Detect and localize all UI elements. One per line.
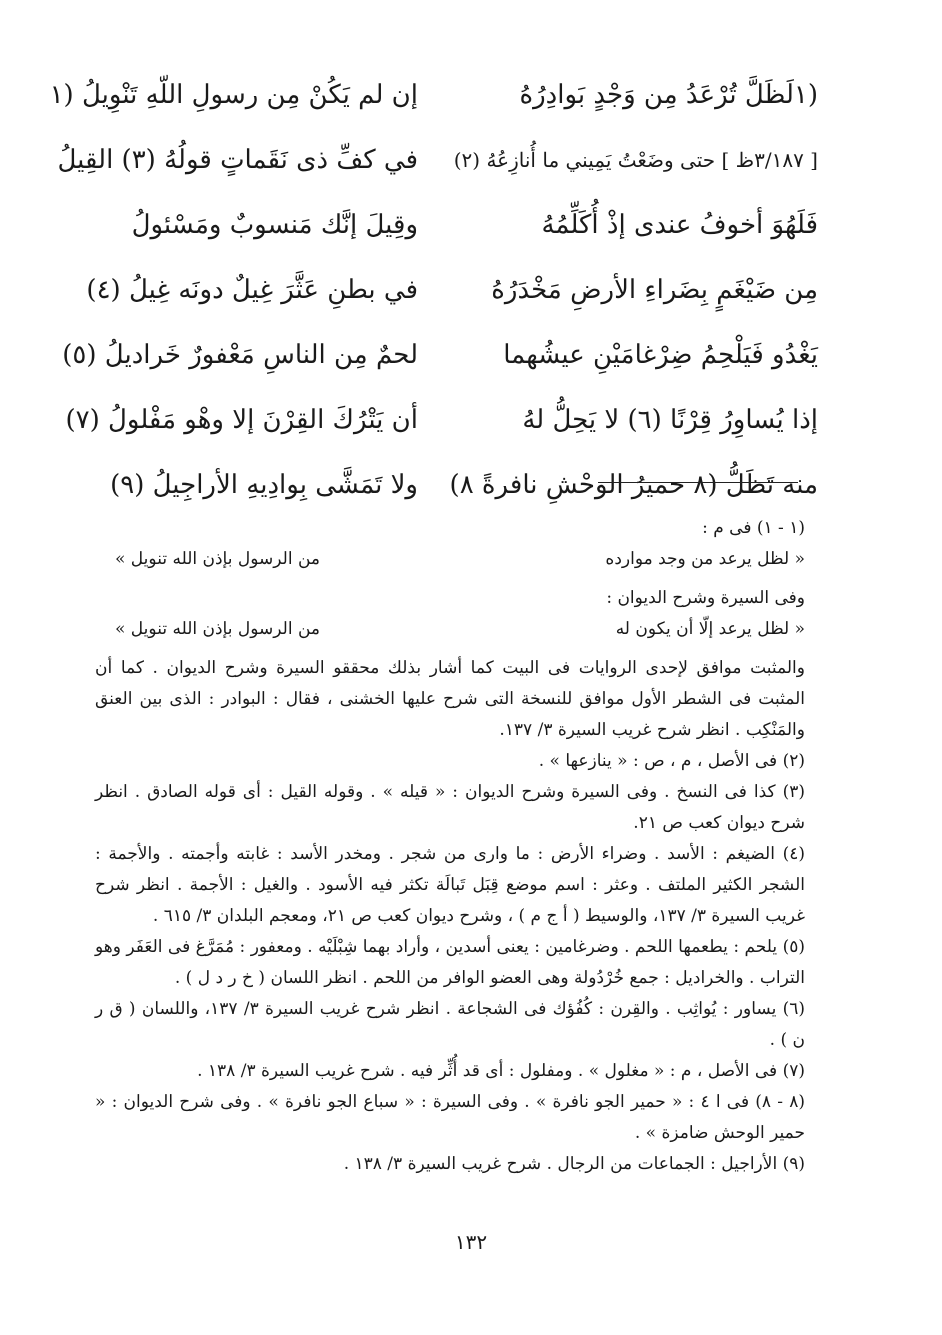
verse-first-hemistich: (١لَظَلَّ تُرْعَدُ مِن وَجْدٍ بَوادِرُهُ [519, 79, 818, 110]
verse-first-hemistich: منه تَظَلُّ (٨ حميرُ الوحْشِ نافرةً ٨) [449, 469, 818, 500]
footnote-7: (٧) فى الأصل ، م : « مغلول » . ومفلول : أى قد أُثِّر فيه . شرح غريب السيرة ٣/ ١٣٨ . [197, 1061, 805, 1081]
variant-second-hemistich: من الرسول بإذن الله تنويل » [115, 619, 320, 639]
footnote-1-variant-m [115, 544, 805, 575]
verse-second-hemistich: وقِيلَ إنَّك مَنسوبٌ ومَسْئولُ [131, 209, 418, 240]
verse-second-hemistich: ولا تَمَشَّى بِوادِيهِ الأراجِيلُ (٩) [110, 469, 418, 500]
footnote-1-heading: (١ - ١) فى م : [702, 518, 805, 538]
poem-verses [49, 62, 818, 517]
verse-first-hemistich: مِن ضَيْغَمٍ بِضَراءِ الأرضِ مَخْدَرُهُ [491, 274, 818, 305]
verse-second-hemistich: لحمٌ مِن الناسِ مَعْفورٌ خَراديلُ (٥) [62, 339, 418, 370]
verse-first-hemistich: فَلَهُوَ أخوفُ عندى إذْ أُكَلِّمُهُ [541, 209, 818, 240]
spacer [95, 645, 805, 653]
footnote-4: (٤) الضيغم : الأسد . وضراء الأرض : ما وارى من شجر . ومخدر الأسد : غابته وأجمته . والأجمة : الشجر الكثير الملتف . وعثر : اسم موضع قِبَل تَبالَة تكثر فيه الأسود . والغيل : الأجمة . انظر شرح غريب السيرة ٣/ ١٣٧، والوسيط ( أ ج م ) ، وشرح ديوان كعب ص ٢١، ومعجم البلدان ٣/ ٦١٥ . [95, 844, 805, 926]
verse-row [78, 257, 818, 322]
verse-first-hemistich: يَغْدُو فَيَلْحِمُ ضِرْغامَيْنِ عيشُهما [503, 339, 818, 370]
footnote-2: (٢) فى الأصل ، م ، ص : « ينازعها » . [538, 751, 805, 771]
footnote-9: (٩) الأراجيل : الجماعات من الرجال . شرح غريب السيرة ٣/ ١٣٨ . [343, 1154, 805, 1174]
footnote-8: (٨ - ٨) فى ا ٤ : « حمير الجو نافرة » . وفى السيرة : « سباع الجو نافرة » . وفى شرح الديوان : « حمير الوحش ضامزة » . [95, 1092, 806, 1143]
verse-second-hemistich: في بطنِ عَثَّرَ غِيلٌ دونَه غِيلُ (٤) [86, 274, 418, 305]
verse-row [62, 322, 818, 387]
spacer [95, 575, 805, 583]
footnote-1-body: والمثبت موافق لإحدى الروايات فى البيت كما أشار بذلك محققو السيرة وشرح الديوان . كما أن المثبت فى الشطر الأول موافق للنسخة التى شرح عليها الخشنى ، فقال : البوادر : الذى بين العنق والمَنْكِب . انظر شرح غريب السيرة ٣/ ١٣٧. [95, 658, 805, 740]
footnotes [95, 513, 805, 1180]
footnote-separator-rule [598, 482, 798, 483]
verse-first-hemistich: إذا يُساوِرُ قِرْنًا (٦) لا يَحِلُّ لهُ [522, 404, 818, 435]
verse-row [57, 127, 818, 192]
verse-row [65, 387, 818, 452]
page-number: ١٣٢ [454, 1230, 488, 1254]
verse-row [49, 62, 818, 127]
variant-first-hemistich: « لظل يرعد من وجد موارده [605, 549, 805, 569]
verse-row [78, 192, 818, 257]
footnote-6: (٦) يساور : يُواثِب . والقِرن : كُفُؤك فى الشجاعة . انظر شرح غريب السيرة ٣/ ١٣٧، واللسان ( ق ر ن ) . [95, 999, 805, 1050]
verse-second-hemistich: إن لم يَكُنْ مِن رسولِ اللّهِ تَنْوِيلُ (١ [49, 79, 418, 110]
footnote-1-variant-sira [115, 614, 805, 645]
footnote-5: (٥) يلحم : يطعمها اللحم . وضرغامين : يعنى أسدين ، وأراد بهما شِبْلَيْه . ومعفور : مُمَرَّغ فى العَفَر وهو التراب . والخراديل : جمع خُرْدُولة وهى العضو الوافر من اللحم . انظر اللسان ( خ ر د ل ) . [95, 937, 805, 988]
verse-first-hemistich: [ ٣/١٨٧ظ ] حتى وضَعْتُ يَمِيني ما أُنازِعُهُ (٢) [453, 147, 818, 172]
footnote-1-sira-heading: وفى السيرة وشرح الديوان : [606, 588, 805, 608]
footnote-3: (٣) كذا فى النسخ . وفى السيرة وشرح الديوان : « قيله » . وقوله القيل : أى قوله الصادق . انظر شرح ديوان كعب ص ٢١. [95, 782, 805, 833]
variant-first-hemistich: « لظل يرعد إلّا أن يكون له [615, 619, 805, 639]
variant-second-hemistich: من الرسول بإذن الله تنويل » [115, 549, 320, 569]
verse-row [78, 452, 818, 517]
verse-second-hemistich: في كفِّ ذى نَقَماتٍ قولُهُ (٣) القِيلُ [57, 144, 418, 175]
verse-second-hemistich: أن يَتْرُكَ القِرْنَ إلا وهْو مَفْلولُ (٧) [65, 404, 418, 435]
